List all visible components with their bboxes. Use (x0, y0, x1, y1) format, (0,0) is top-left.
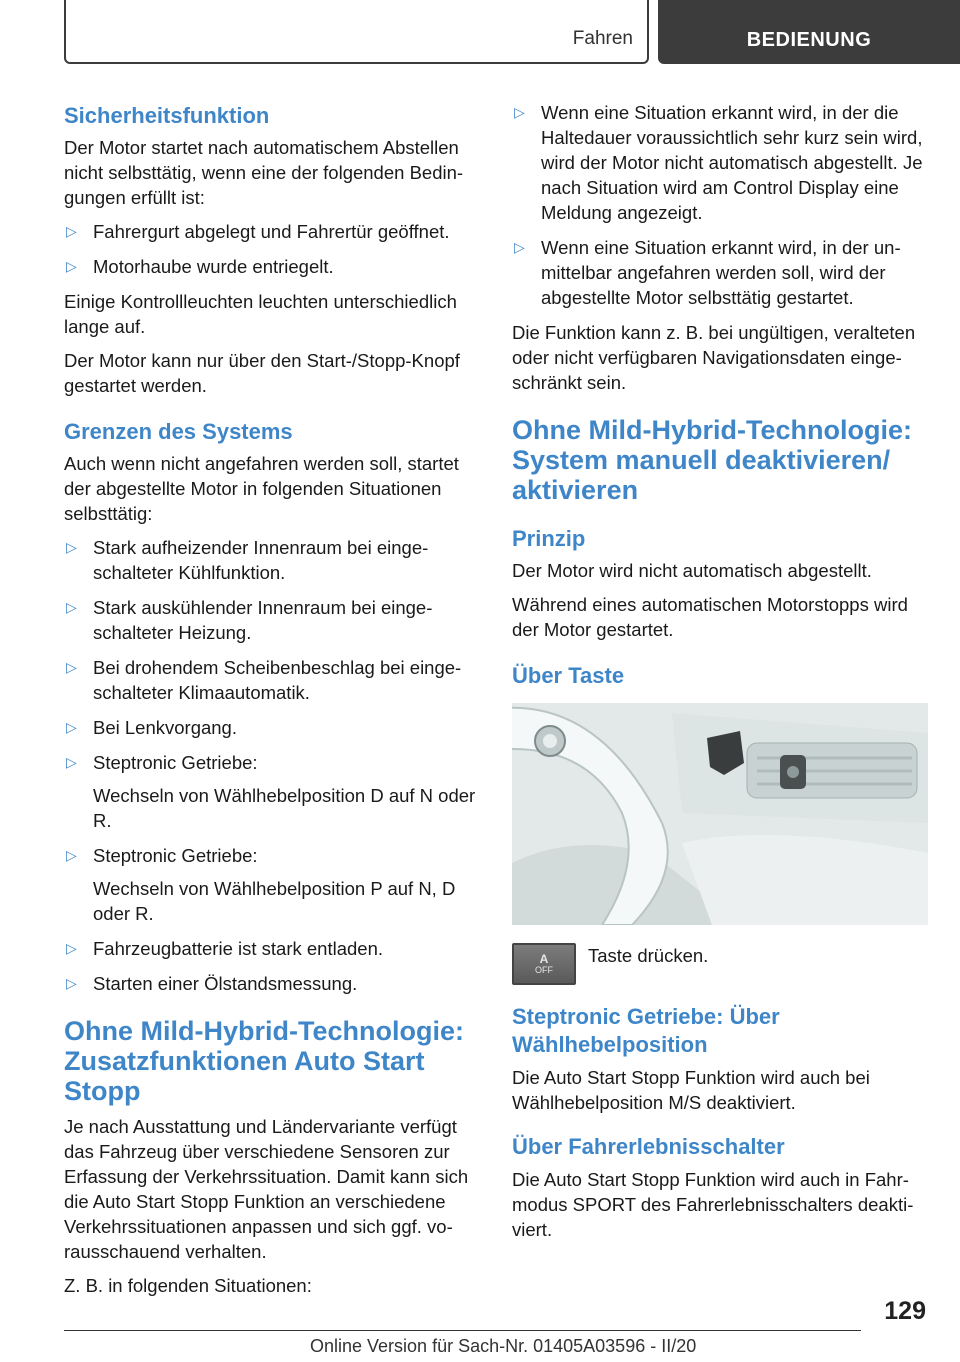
list-item-text: Stark auskühlender Innenraum bei eingeschalteter Heizung. (93, 597, 433, 643)
list-item-text: Bei drohendem Scheibenbeschlag bei eingeschalteter Klimaautomatik. (93, 657, 462, 703)
list-item-text: Bei Lenkvorgang. (93, 717, 237, 738)
list-item-text: Wenn eine Situation erkannt wird, in der unmittelbar angefahren werden soll, wird der abgestellte Motor selbsttätig gestartet. (541, 237, 901, 308)
triangle-bullet-icon: ▷ (66, 754, 77, 770)
heading-grenzen: Grenzen des Systems (64, 419, 293, 444)
heading-fahrerlebnisschalter: Über Fahrerlebnisschalter (512, 1134, 785, 1159)
button-instruction (512, 943, 930, 985)
list-item (512, 235, 930, 310)
paragraph: Taste drücken. (588, 945, 709, 966)
bullet-list (64, 219, 482, 279)
list-item (64, 655, 482, 705)
list-item-text: Starten einer Ölstandsmessung. (93, 973, 358, 994)
right-column (512, 100, 930, 1251)
heading-sicherheitsfunktion: Sicherheitsfunktion (64, 103, 270, 128)
triangle-bullet-icon: ▷ (66, 223, 77, 239)
triangle-bullet-icon: ▷ (66, 975, 77, 991)
cockpit-photo (512, 703, 928, 925)
list-item (64, 535, 482, 585)
list-item-text: Stark aufheizender Innenraum bei eingeschalteter Kühlfunktion. (93, 537, 429, 583)
footer-divider (64, 1330, 861, 1331)
paragraph: Auch wenn nicht angefahren werden soll, startet der abgestellte Motor in folgenden Situationen selbsttätig: (64, 453, 459, 524)
list-item (64, 971, 482, 996)
list-item (64, 595, 482, 645)
list-item-text: Fahrergurt abgelegt und Fahrertür geöffnet. (93, 221, 450, 242)
button-off-label: OFF (535, 965, 553, 975)
list-item (64, 936, 482, 961)
list-item (64, 219, 482, 244)
page-number: 129 (884, 1297, 926, 1325)
header-section (658, 0, 960, 64)
triangle-bullet-icon: ▷ (66, 539, 77, 555)
heading-ueber-taste: Über Taste (512, 663, 625, 688)
list-item (64, 843, 482, 926)
paragraph: Die Auto Start Stopp Funktion wird auch bei Wählhebelposition M/S deaktiviert. (512, 1067, 870, 1113)
paragraph: Der Motor wird nicht automatisch abgestellt. (512, 560, 872, 581)
paragraph: Z. B. in folgenden Situationen: (64, 1275, 312, 1296)
list-item-subtext: Wechseln von Wählhebelposition P auf N, D oder R. (93, 878, 456, 924)
paragraph: Der Motor kann nur über den Start-/Stopp-Knopf gestartet werden. (64, 350, 460, 396)
triangle-bullet-icon: ▷ (66, 940, 77, 956)
list-item (64, 715, 482, 740)
list-item-text: Steptronic Getriebe: (93, 845, 258, 866)
list-item-text: Fahrzeugbatterie ist stark entladen. (93, 938, 383, 959)
triangle-bullet-icon: ▷ (66, 719, 77, 735)
auto-start-stop-off-button-icon (512, 943, 576, 985)
triangle-bullet-icon: ▷ (66, 847, 77, 863)
list-item (512, 100, 930, 225)
paragraph: Je nach Ausstattung und Ländervariante verfügt das Fahrzeug über verschiedene Sensoren zur Erfassung der Verkehrssituation. Damit kann sich die Auto Start Stopp Funktion an verschiedene Verkehrssituationen anpassen und sich ggf. vorausschauend verhalten. (64, 1116, 469, 1262)
paragraph: Die Funktion kann z. B. bei ungültigen, veralteten oder nicht verfügbaren Navigationsdaten eingeschränkt sein. (512, 322, 916, 393)
heading-deaktivieren: Ohne Mild-Hybrid-Technologie: System manuell deaktivieren/ aktivieren (512, 415, 912, 505)
list-item-text: Motorhaube wurde entriegelt. (93, 256, 334, 277)
bullet-list (512, 100, 930, 310)
bullet-list (64, 535, 482, 996)
list-item (64, 750, 482, 833)
paragraph: Der Motor startet nach automatischem Abstellen nicht selbsttätig, wenn eine der folgenden Bedingungen erfüllt ist: (64, 137, 464, 208)
heading-steptronic: Steptronic Getriebe: Über Wählhebelposition (512, 1004, 780, 1057)
auto-start-stop-icon: A (539, 952, 549, 966)
footer-online-version: Online Version für Sach-Nr. 01405A03596 - II/20 (310, 1336, 697, 1356)
triangle-bullet-icon: ▷ (514, 239, 525, 255)
triangle-bullet-icon: ▷ (66, 258, 77, 274)
triangle-bullet-icon: ▷ (66, 659, 77, 675)
heading-prinzip: Prinzip (512, 526, 586, 551)
list-item-text: Wenn eine Situation erkannt wird, in der die Haltedauer voraussichtlich sehr kurz sein wird, wird der Motor nicht automatisch abgestellt. Je nach Situation wird am Control Display eine Meldung angezeigt. (541, 102, 923, 223)
list-item-subtext: Wechseln von Wählhebelposition D auf N oder R. (93, 785, 476, 831)
header-chapter: Fahren (572, 28, 633, 49)
header-section-label: BEDIENUNG (746, 29, 872, 51)
left-column (64, 100, 482, 1307)
list-item-text: Steptronic Getriebe: (93, 752, 258, 773)
heading-zusatzfunktionen: Ohne Mild-Hybrid-Technologie: Zusatzfunktionen Auto Start Stopp (64, 1016, 464, 1106)
list-item (64, 254, 482, 279)
paragraph: Während eines automatischen Motorstopps wird der Motor gestartet. (512, 594, 908, 640)
header-chapter-box (64, 0, 649, 64)
cockpit-illustration (512, 703, 928, 925)
triangle-bullet-icon: ▷ (66, 599, 77, 615)
paragraph: Einige Kontrollleuchten leuchten unterschiedlich lange auf. (64, 291, 457, 337)
paragraph: Die Auto Start Stopp Funktion wird auch in Fahrmodus SPORT des Fahrerlebnisschalters deaktiviert. (512, 1169, 914, 1240)
triangle-bullet-icon: ▷ (514, 104, 525, 120)
